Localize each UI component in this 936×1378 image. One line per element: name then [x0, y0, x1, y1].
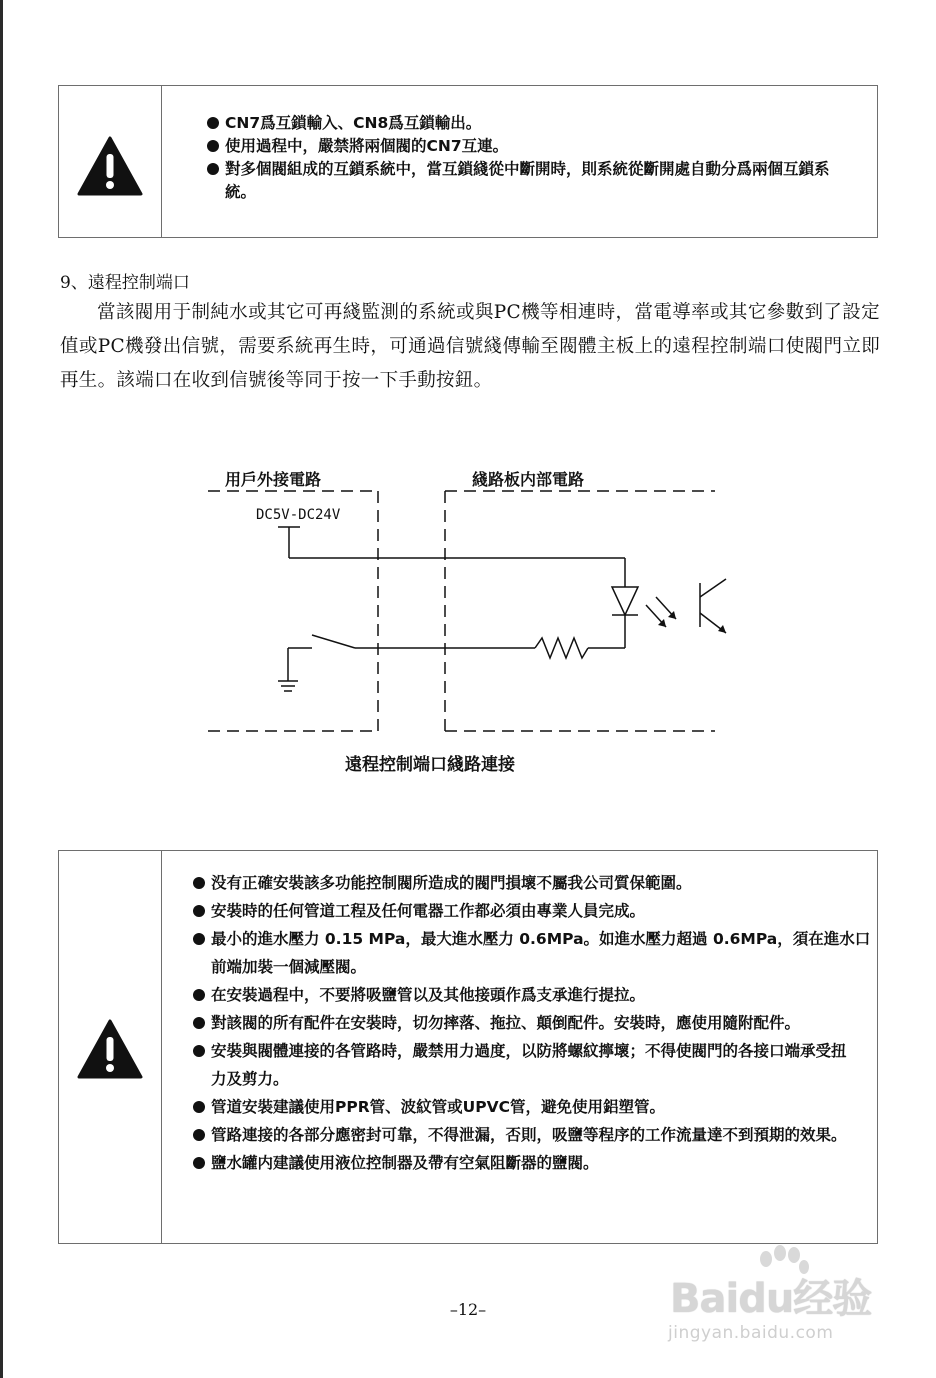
warning-triangle-icon	[77, 1019, 143, 1079]
list-item: 没有正確安裝該多功能控制閥所造成的閥門損壞不屬我公司質保範圍。	[193, 869, 873, 897]
section-body: 當該閥用于制純水或其它可再綫監測的系統或與PC機等相連時，當電導率或其它參數到了設定值或PC機發出信號，需要系統再生時，可通過信號綫傳輸至閥體主板上的遠程控制端口使閥門立即再生。該端口在收到信號後等同于按一下手動按鈕。	[60, 302, 880, 391]
baidu-watermark	[660, 1245, 890, 1365]
warning-list-top	[207, 112, 867, 204]
watermark-url: jingyan.baidu.com	[668, 1323, 834, 1343]
resistor	[535, 638, 588, 658]
page-edge	[0, 0, 3, 1378]
voltage-label: DC5V-DC24V	[256, 507, 341, 523]
list-item: CN7爲互鎖輸入、CN8爲互鎖輸出。	[207, 112, 867, 135]
diagram-caption: 遠程控制端口綫路連接	[345, 755, 515, 775]
list-item: 鹽水罐内建議使用液位控制器及帶有空氣阻斷器的鹽閥。	[193, 1149, 873, 1177]
warning-icon-cell	[59, 86, 162, 237]
circuit-diagram	[180, 455, 750, 745]
list-item: 安裝時的任何管道工程及任何電器工作都必須由專業人員完成。	[193, 897, 873, 925]
warning-box-bottom	[58, 850, 878, 1244]
warning-icon-cell	[59, 851, 162, 1243]
left-circuit-label: 用戶外接電路	[225, 470, 322, 489]
list-item: 管路連接的各部分應密封可靠，不得泄漏，否則，吸鹽等程序的工作流量達不到預期的效果。	[193, 1121, 861, 1149]
list-item: 對多個閥組成的互鎖系統中，當互鎖綫從中斷開時，則系統從斷開處自動分爲兩個互鎖系統。	[207, 158, 855, 204]
list-item: 管道安裝建議使用PPR管、波紋管或UPVC管，避免使用鋁塑管。	[193, 1093, 873, 1121]
right-circuit-label: 綫路板内部電路	[472, 470, 585, 489]
list-item: 在安裝過程中，不要將吸鹽管以及其他接頭作爲支承進行提拉。	[193, 981, 873, 1009]
watermark-brand: Baidu经验	[670, 1276, 872, 1322]
list-item: 最小的進水壓力 0.15 MPa，最大進水壓力 0.6MPa。如進水壓力超過 0.6MPa，須在進水口前端加裝一個減壓閥。	[193, 925, 873, 981]
list-item: 使用過程中，嚴禁將兩個閥的CN7互連。	[207, 135, 867, 158]
warning-triangle-icon	[77, 136, 143, 196]
led-diode	[612, 587, 638, 615]
warning-list-bottom	[193, 869, 873, 1177]
warning-box-top	[58, 85, 878, 238]
section-heading: 9、遠程控制端口	[60, 273, 190, 293]
switch	[312, 635, 355, 648]
list-item: 安裝與閥體連接的各管路時，嚴禁用力過度，以防將螺紋擰壞；不得使閥門的各接口端承受扭力及剪力。	[193, 1037, 861, 1093]
page-number: –12–	[449, 1300, 487, 1319]
list-item: 對該閥的所有配件在安裝時，切勿摔落、拖拉、顛倒配件。安裝時，應使用隨附配件。	[193, 1009, 861, 1037]
